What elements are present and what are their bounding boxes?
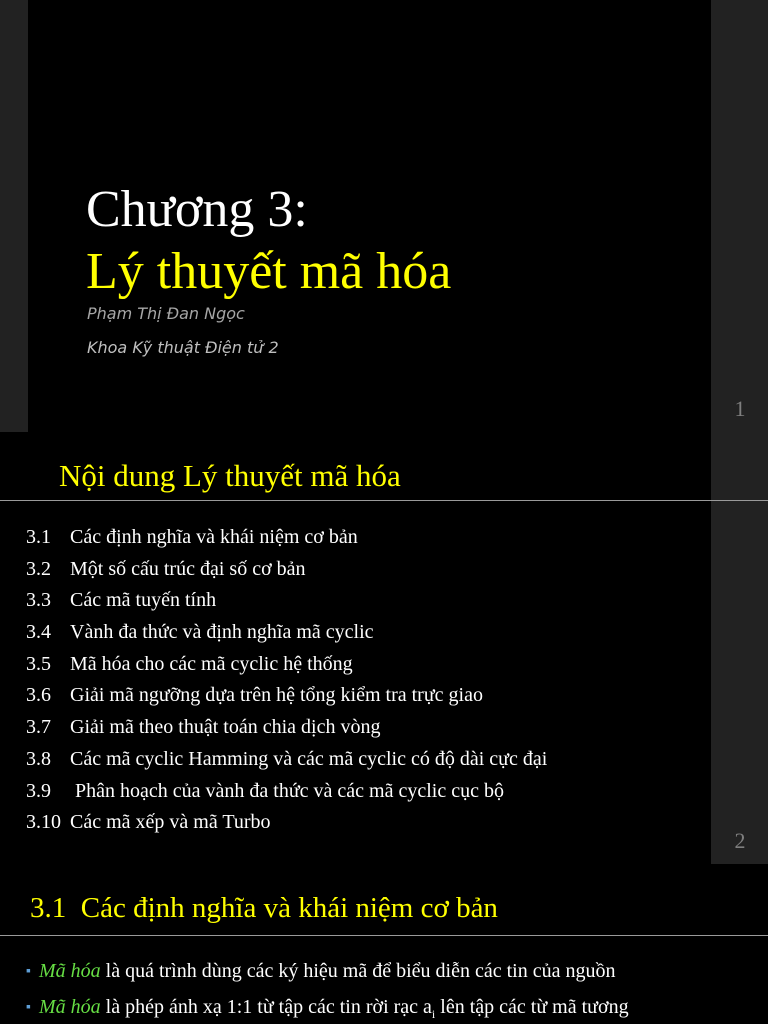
section-heading: 3.1 Các định nghĩa và khái niệm cơ bản [30, 892, 498, 924]
slide-number: 1 [734, 396, 746, 421]
bullet-item [26, 960, 615, 983]
heading-divider [0, 500, 768, 501]
toc-item-number: 3.5 [26, 652, 51, 675]
toc-item-text: Phân hoạch của vành đa thức và các mã cyclic cục bộ [70, 779, 504, 802]
toc-item-text: Mã hóa cho các mã cyclic hệ thống [70, 652, 353, 675]
bullet-item [26, 996, 629, 1022]
author-name: Phạm Thị Đan Ngọc [87, 304, 245, 323]
department-name: Khoa Kỹ thuật Điện tử 2 [87, 338, 279, 357]
toc-item-number: 3.8 [26, 747, 51, 770]
toc-item [26, 585, 547, 617]
bullet-term: Mã hóa [38, 960, 101, 982]
toc-item-text: Vành đa thức và định nghĩa mã cyclic [70, 621, 374, 644]
toc-item [26, 744, 547, 776]
slide-1 [0, 0, 768, 432]
right-side-bar [711, 432, 768, 864]
toc-item-text: Giải mã theo thuật toán chia dịch vòng [70, 716, 381, 739]
toc-item-text: Các định nghĩa và khái niệm cơ bản [70, 526, 358, 548]
toc-item-number: 3.6 [26, 684, 51, 707]
toc-item-number: 3.3 [26, 589, 51, 612]
toc-item [26, 649, 547, 681]
toc-item [26, 617, 547, 649]
toc-item-number: 3.7 [26, 716, 51, 739]
bullet-text: là phép ánh xạ 1:1 từ tập các tin rời rạc a [100, 996, 432, 1018]
toc-item-number: 3.2 [26, 557, 51, 580]
table-of-contents [26, 522, 547, 839]
chapter-subtitle: Lý thuyết mã hóa [86, 243, 452, 300]
toc-item-number: 3.1 [26, 526, 51, 548]
bullet-text-tail: lên tập các từ mã tương [435, 996, 629, 1018]
toc-item-text: Giải mã ngưỡng dựa trên hệ tổng kiểm tra trực giao [70, 684, 483, 707]
toc-item-number: 3.9 [26, 779, 51, 802]
slide-number: 2 [734, 828, 746, 853]
toc-item [26, 680, 547, 712]
bullet-subscript: i [431, 1007, 436, 1021]
bullet-icon: ▪ [26, 1000, 31, 1015]
toc-item-text: Một số cấu trúc đại số cơ bản [70, 557, 306, 580]
heading-divider [0, 935, 768, 936]
slide-3 [0, 864, 768, 1024]
toc-item-text: Các mã xếp và mã Turbo [70, 811, 271, 834]
toc-item [26, 522, 547, 554]
toc-item [26, 712, 547, 744]
toc-item [26, 807, 547, 839]
toc-item-text: Các mã cyclic Hamming và các mã cyclic có độ dài cực đại [70, 747, 548, 770]
bullet-icon: ▪ [26, 964, 31, 979]
left-side-bar [0, 0, 28, 432]
bullet-term: Mã hóa [38, 996, 101, 1018]
slide-2 [0, 432, 768, 864]
contents-heading: Nội dung Lý thuyết mã hóa [59, 458, 401, 493]
toc-item [26, 554, 547, 586]
toc-item [26, 776, 547, 808]
toc-item-text: Các mã tuyến tính [70, 589, 217, 612]
toc-item-number: 3.4 [26, 621, 51, 644]
chapter-title: Chương 3: [86, 181, 308, 238]
right-side-bar [711, 0, 768, 432]
bullet-text: là quá trình dùng các ký hiệu mã để biểu diễn các tin của nguồn [100, 960, 616, 982]
toc-item-number: 3.10 [26, 811, 61, 834]
